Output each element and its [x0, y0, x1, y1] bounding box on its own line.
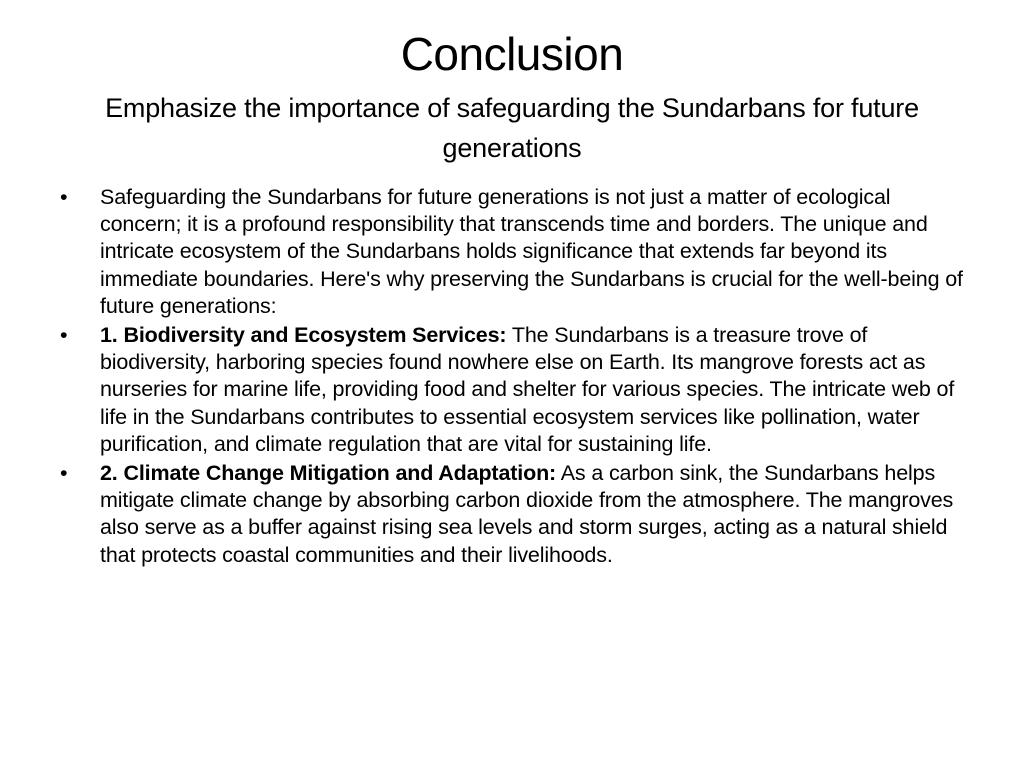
bullet-text: The Sundarbans is a treasure trove of biodiversity, harboring species found nowhere else on Earth. Its mangrove forests act as nurseries for marine life, providing food and shelter for various species. The intricate web of life in the Sundarbans contributes to essential ecosystem services like pollination, water purification, and climate regulation that are vital for sustaining life. [100, 323, 955, 456]
bullet-icon: • [60, 185, 68, 209]
slide-subtitle: Emphasize the importance of safeguarding the Sundarbans for future generations [105, 93, 919, 163]
bullet-icon: • [60, 461, 68, 486]
bullet-text: As a carbon sink, the Sundarbans helps mitigate climate change by absorbing carbon dioxide from the atmosphere. The mangroves also serve as a buffer against rising sea levels and storm surges, acting as a natural shield that protects coastal communities and their livelihoods. [100, 461, 954, 567]
bullet-item-climate [58, 460, 970, 569]
bullet-item-intro [58, 184, 970, 320]
bullet-icon: • [60, 323, 68, 348]
bullet-list [58, 184, 970, 571]
bullet-heading: 2. Climate Change Mitigation and Adaptation: [100, 461, 557, 486]
bullet-text: Safeguarding the Sundarbans for future generations is not just a matter of ecological concern; it is a profound responsibility that transcends time and borders. The unique and intricate ecosystem of the Sundarbans holds significance that extends far beyond its immediate boundaries. Here's why preserving the Sundarbans is crucial for the well-being of future generations: [100, 185, 963, 318]
bullet-heading: 1. Biodiversity and Ecosystem Services: [100, 323, 507, 348]
slide-title: Conclusion [400, 28, 624, 80]
title-block [60, 26, 964, 168]
bullet-item-biodiversity [58, 322, 970, 458]
